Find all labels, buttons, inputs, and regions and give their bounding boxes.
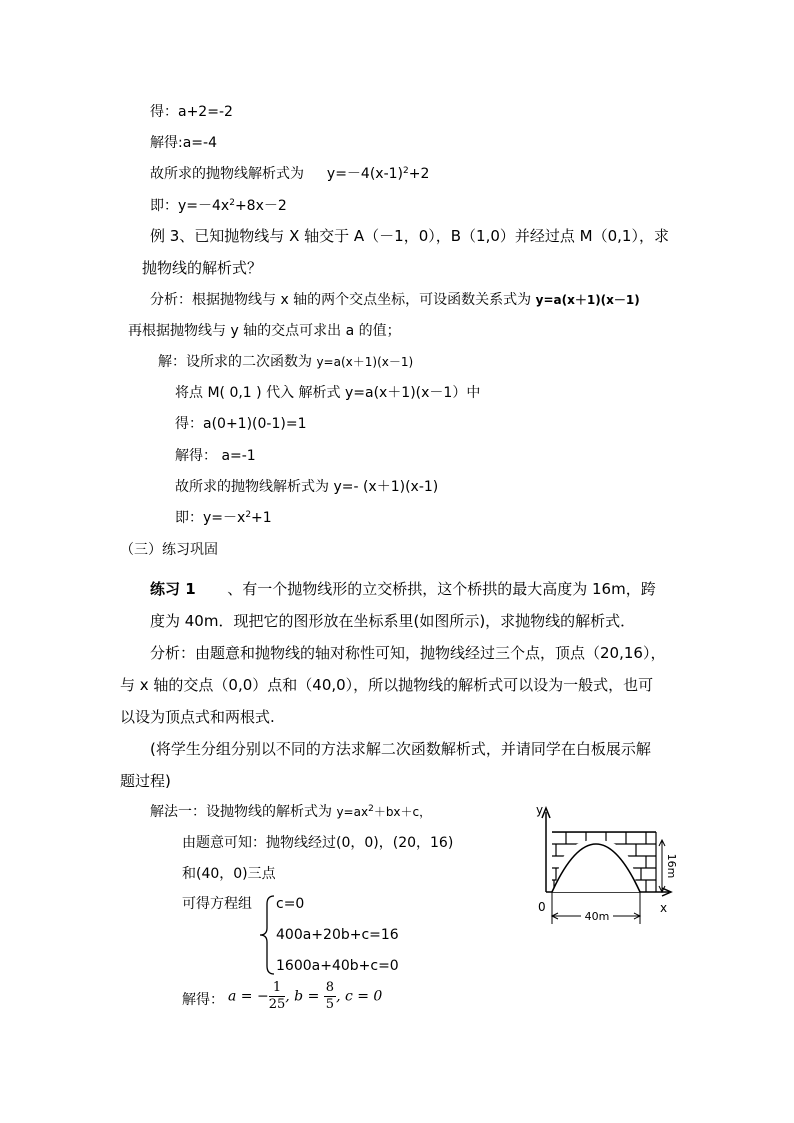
text-line: 以设为顶点式和两根式. xyxy=(120,708,275,726)
text-segment: 故所求的抛物线解析式为 xyxy=(150,166,304,182)
equation: c=0 xyxy=(276,896,305,912)
text-line xyxy=(175,508,272,528)
text-segment: 解：设所求的二次函数为 xyxy=(158,354,317,370)
equation: 400a+20b+c=16 xyxy=(276,927,399,943)
text-line: 可得方程组 xyxy=(182,896,252,912)
width-label: 40m xyxy=(584,910,610,923)
text-line: 与 x 轴的交点（0,0）点和（40,0），所以抛物线的解析式可以设为一般式，也可 xyxy=(120,676,654,694)
var-a: a xyxy=(228,988,237,1005)
text-segment: 、有一个抛物线形的立交桥拱，这个桥拱的最大高度为 16m，跨 xyxy=(227,580,656,598)
text-segment: 解法一：设抛物线的解析式为 xyxy=(150,804,337,820)
numerator: 1 xyxy=(269,980,286,997)
formula: , b = xyxy=(285,988,324,1005)
solution-formula xyxy=(228,980,382,1013)
formula: y=ax xyxy=(336,805,369,819)
formula: ＋bx＋c， xyxy=(373,805,432,819)
text-line xyxy=(158,352,413,372)
origin-label: 0 xyxy=(538,900,546,914)
superscript: 2 xyxy=(229,198,235,208)
text-line: 得：a(0+1)(0-1)=1 xyxy=(175,416,307,432)
text-line: 和(40，0)三点 xyxy=(182,866,276,882)
superscript: 2 xyxy=(368,804,374,814)
fraction xyxy=(269,980,286,1013)
arch-curve xyxy=(552,844,640,892)
text-line: 解得： a=-1 xyxy=(175,448,256,464)
text-line xyxy=(150,164,429,184)
equation: 1600a+40b+c=0 xyxy=(276,958,399,974)
formula: , c = 0 xyxy=(336,988,383,1005)
height-label: 16m xyxy=(665,853,678,879)
text-line xyxy=(150,290,640,310)
bridge-arch-figure xyxy=(526,800,676,935)
text-line: 解得： xyxy=(182,992,224,1008)
formula: +8x－2 xyxy=(234,198,287,214)
text-line: (将学生分组分别以不同的方法求解二次函数解析式，并请同学在白板展示解 xyxy=(150,740,651,758)
text-line xyxy=(150,196,287,216)
formula: y=a(x＋1)(x－1) xyxy=(535,293,640,307)
x-axis-label: x xyxy=(660,901,668,915)
formula: +1 xyxy=(251,510,272,526)
denominator: 5 xyxy=(325,997,335,1012)
text-line xyxy=(150,579,656,599)
text-line: 度为 40m．现把它的图形放在坐标系里(如图所示)，求抛物线的解析式． xyxy=(150,612,636,630)
formula: 即：y=－4x xyxy=(150,198,230,214)
text-line: 解得:a=-4 xyxy=(150,135,217,151)
formula: y=a(x＋1)(x－1) xyxy=(316,355,414,369)
fraction xyxy=(324,980,336,1013)
exercise-label: 练习 1 xyxy=(150,580,196,598)
text-line: 抛物线的解析式？ xyxy=(142,259,263,277)
superscript: 2 xyxy=(245,510,252,520)
formula: y=－4(x-1) xyxy=(326,166,403,182)
text-segment: 分析：根据抛物线与 x 轴的两个交点坐标，可设函数关系式为 xyxy=(150,292,536,308)
text-line: 例 3、已知抛物线与 X 轴交于 A（－1，0），B（1,0）并经过点 M（0,1），求 xyxy=(150,227,669,245)
text-line: 题过程) xyxy=(120,772,171,790)
brace-icon xyxy=(258,894,276,976)
text-line: 得：a+2=-2 xyxy=(150,104,233,120)
numerator: 8 xyxy=(325,980,335,995)
text-line: 分析：由题意和抛物线的轴对称性可知，抛物线经过三个点，顶点（20,16）， xyxy=(150,644,666,662)
formula: 即：y=－x xyxy=(175,510,246,526)
superscript: 2 xyxy=(403,166,409,176)
formula: = − xyxy=(236,988,269,1005)
text-line: 再根据抛物线与 y 轴的交点可求出 a 的值； xyxy=(128,323,401,339)
text-line: 将点 M( 0,1 ) 代入 解析式 y=a(x＋1)(x－1）中 xyxy=(175,385,481,401)
section-heading: （三）练习巩固 xyxy=(120,542,218,558)
y-axis-label: y xyxy=(536,803,544,817)
formula: +2 xyxy=(408,166,430,182)
denominator: 25 xyxy=(268,997,286,1012)
text-line xyxy=(150,802,431,822)
text-line: 故所求的抛物线解析式为 y=- (x＋1)(x-1) xyxy=(175,479,439,495)
text-line: 由题意可知：抛物线经过(0，0)，(20，16) xyxy=(182,835,454,851)
